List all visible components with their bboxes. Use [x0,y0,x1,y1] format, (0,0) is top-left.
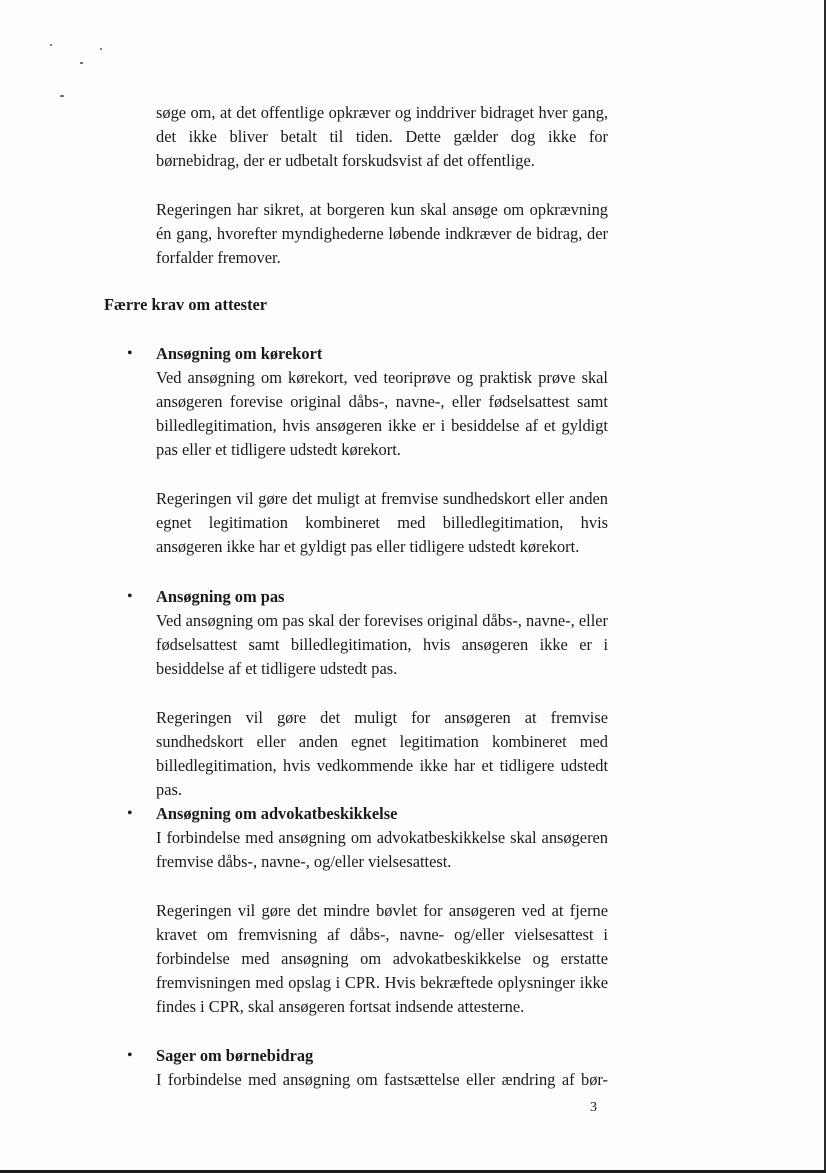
list-item-text: Ved ansøgning om kørekort, ved teoriprøve og praktisk prøve skal ansøgeren forevise original dåbs-, navne-, eller fødselsattest samt billedlegitimation, hvis ansøgeren ikke er i besiddelse af et gyldigt pas eller et tidligere udstedt kørekort. [156,368,608,459]
intro-paragraph-1: søge om, at det offentlige opkræver og inddriver bidraget hver gang, det ikke bliver betalt til tiden. Dette gælder dog ikke for børnebidrag, der er udbetalt forskudsvist af det offentlige. [156,103,608,170]
scan-speck [100,48,102,50]
scan-speck [50,44,52,46]
list-item-followup: Regeringen vil gøre det mindre bøvlet for ansøgeren ved at fjerne kravet om fremvisning af dåbs-, navne- og/eller vielsesattest i forbindelse med ansøgning om advokatbeskikkelse og erstatte fremvisningen med opslag i CPR. Hvis bekræftede oplysninger ikke findes i CPR, skal ansøgeren fortsat indsende attesterne. [156,901,608,1016]
bullet-icon: • [127,1047,133,1064]
list-item-text: Ved ansøgning om pas skal der forevises original dåbs-, navne-, eller fødselsattest samt billedlegitimation, hvis ansøgeren ikke er i besiddelse af et tidligere udstedt pas. [156,611,608,678]
bullet-icon: • [127,805,133,822]
bullet-icon: • [127,345,133,362]
intro-paragraph-2: Regeringen har sikret, at borgeren kun skal ansøge om opkrævning én gang, hvorefter myndighederne løbende indkræver de bidrag, der forfalder fremover. [156,200,608,267]
list-item-title: Ansøgning om kørekort [156,344,323,363]
bullet-icon: • [127,588,133,605]
page-number: 3 [590,1100,597,1115]
list-item-text: I forbindelse med ansøgning om fastsættelse eller ændring af bør- [156,1070,608,1089]
list-item-title: Ansøgning om pas [156,587,285,606]
list-item-followup: Regeringen vil gøre det muligt at fremvise sundhedskort eller anden egnet legitimation kombineret med billedlegitimation, hvis ansøgeren ikke har et gyldigt pas eller tidligere udstedt kørekort. [156,489,608,556]
list-item-title: Ansøgning om advokatbeskikkelse [156,804,398,823]
list-item-text: I forbindelse med ansøgning om advokatbeskikkelse skal ansøgeren fremvise dåbs-, navne-, og/eller vielsesattest. [156,828,608,871]
list-item-title: Sager om børnebidrag [156,1046,314,1065]
section-heading: Færre krav om attester [104,295,268,314]
list-item-followup: Regeringen vil gøre det muligt for ansøgeren at fremvise sundhedskort eller anden egnet legitimation kombineret med billedlegitimation, hvis vedkommende ikke har et tidligere udstedt pas. [156,708,608,799]
scan-speck [60,95,64,97]
scan-speck [80,62,83,64]
